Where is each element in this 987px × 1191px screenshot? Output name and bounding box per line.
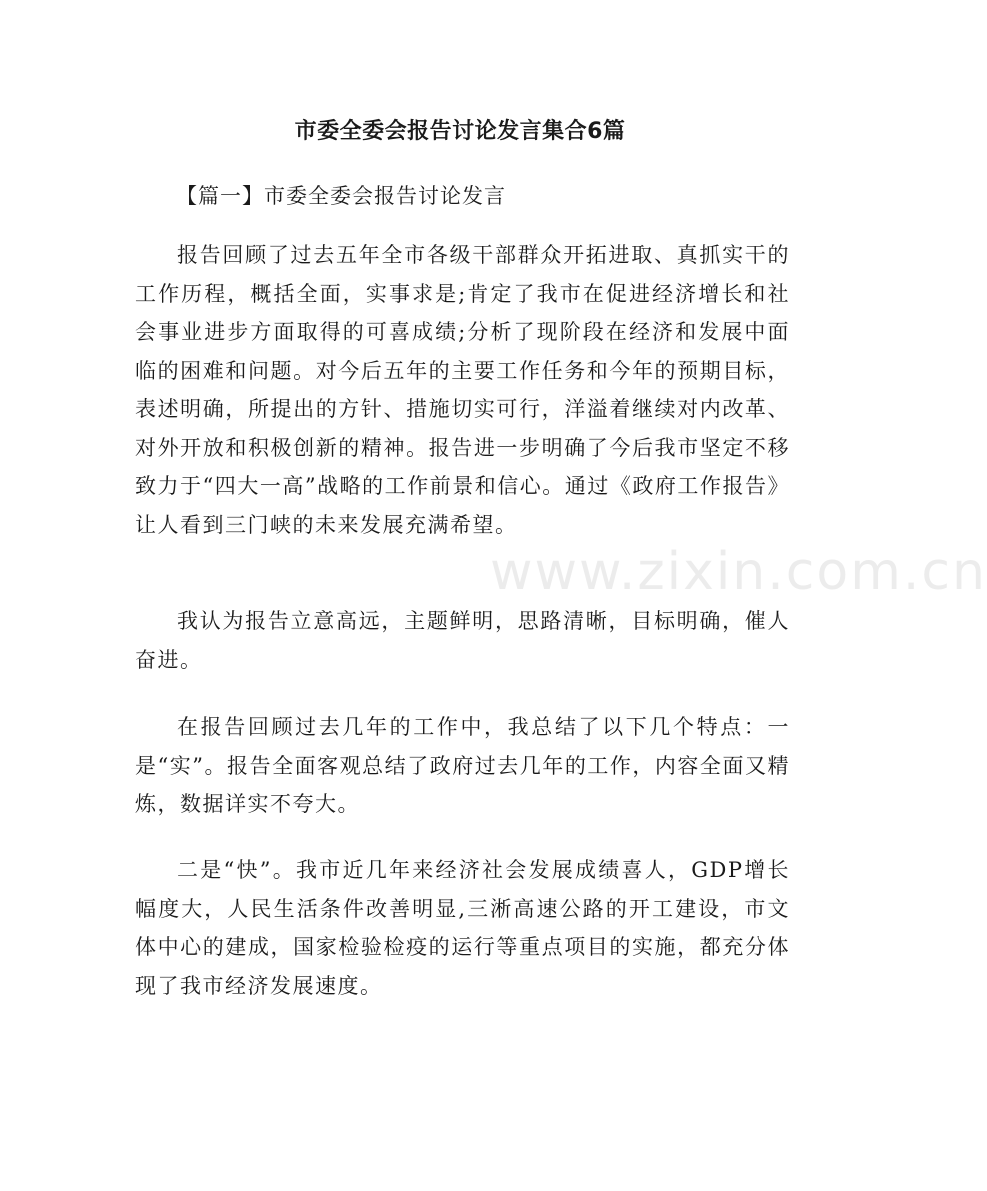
paragraph-2: 我认为报告立意高远，主题鲜明，思路清晰，目标明确，催人奋进。 <box>135 609 790 672</box>
paragraph-4: 二是“快”。我市近几年来经济社会发展成绩喜人，GDP增长幅度大，人民生活条件改善明显,三淅高速公路的开工建设，市文体中心的建成，国家检验检疫的运行等重点项目的实施，都充分体现了我市经济发展速度。 <box>135 858 790 998</box>
paragraph-3: 在报告回顾过去几年的工作中，我总结了以下几个特点：一是“实”。报告全面客观总结了政府过去几年的工作，内容全面又精炼，数据详实不夸大。 <box>135 715 790 816</box>
document-title: 市委全委会报告讨论发言集合6篇 <box>294 119 626 144</box>
paragraph-1: 报告回顾了过去五年全市各级干部群众开拓进取、真抓实干的工作历程，概括全面，实事求是;肯定了我市在促进经济增长和社会事业进步方面取得的可喜成绩;分析了现阶段在经济和发展中面临的困难和问题。对今后五年的主要工作任务和今年的预期目标，表述明确，所提出的方针、措施切实可行，洋溢着继续对内改革、对外开放和积极创新的精神。报告进一步明确了今后我市坚定不移致力于“四大一高”战略的工作前景和信心。通过《政府工作报告》让人看到三门峡的未来发展充满希望。 <box>135 243 790 537</box>
section-heading: 【篇一】市委全委会报告讨论发言 <box>176 184 506 208</box>
watermark-text: www.zixin.com.cn <box>490 542 987 602</box>
